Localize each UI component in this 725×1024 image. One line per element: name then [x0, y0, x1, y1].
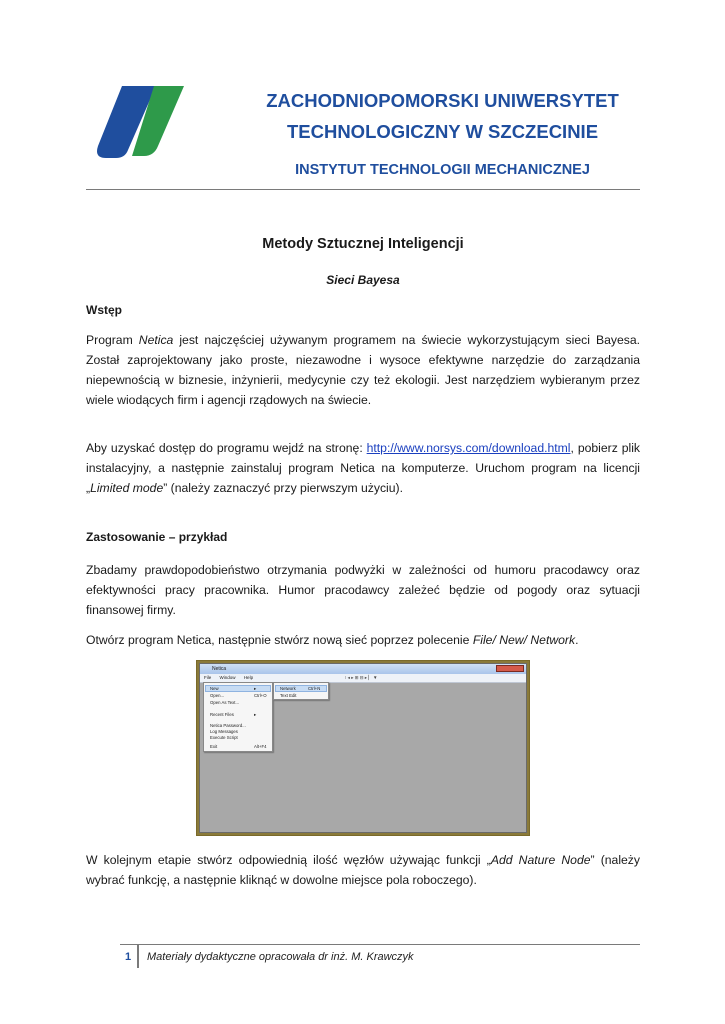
menu-window[interactable]: Window: [219, 675, 236, 680]
menu-help[interactable]: Help: [243, 675, 254, 680]
footer-separator: [137, 944, 139, 968]
example-p3-function: Add Nature Node: [490, 853, 591, 867]
file-menu-recent-arrow: ▸: [254, 712, 257, 717]
example-paragraph-1: Zbadamy prawdopodobieństwo otrzymania podwyżki w zależności od humoru pracodawcy oraz efektywności pracy pracownika. Humor pracodawcy zależeć będzie od pogody oraz sytuacji finansowej firmy.: [86, 563, 640, 617]
file-menu-exit-shortcut: Alt+F4: [254, 744, 267, 749]
file-menu-dropdown: [203, 682, 273, 752]
intro-p1-text: Program: [86, 333, 139, 347]
file-menu-log-messages[interactable]: Log Messages: [210, 729, 238, 734]
document-title: Metody Sztucznej Inteligencji: [262, 236, 464, 252]
example-paragraph-2: [86, 630, 640, 650]
file-menu-new[interactable]: New: [210, 686, 219, 691]
file-menu-recent-files[interactable]: Recent Files: [210, 712, 234, 717]
file-menu-new-arrow: ▸: [254, 686, 257, 691]
intro-p2-text-mid: , pobierz plik instalacyjny, a następnie zainstaluj program Netica na komputerze. Uruchom program na licencji „: [86, 441, 640, 495]
netica-window-title: Netica: [212, 666, 227, 672]
example-p3-text-end: ” (należy wybrać funkcję, a następnie kliknąć w dowolne miejsce pola roboczego).: [86, 853, 640, 887]
netica-toolbar-icons[interactable]: ⁝ ◂ ▸ ⊞ ⊟ ▸ ▏ ▼: [345, 675, 378, 680]
intro-p1-text-rest: jest najczęściej używanym programem na świecie wykorzystującym sieci Bayesa. Został zaprojektowany jako proste, niezawodne i wysoce efektywne narzędzie do zarządzania niepewnością w biznesie, inżynierii, medycynie czy też ekologii. Jest narzędziem wybieranym przez wiele wiodących firm i agencji rządowych na świecie.: [86, 333, 640, 407]
university-name-line2: TECHNOLOGICZNY W SZCZECINIE: [286, 121, 599, 142]
submenu-text-edit[interactable]: Text Edit: [280, 693, 297, 698]
university-name-line1: ZACHODNIOPOMORSKI UNIWERSYTET: [266, 90, 619, 111]
netica-titlebar: [200, 664, 526, 674]
netica-screenshot: [196, 660, 530, 836]
institute-name: INSTYTUT TECHNOLOGII MECHANICZNEJ: [295, 162, 590, 178]
footer-text: Materiały dydaktyczne opracowała dr inż. M. Krawczyk: [147, 951, 414, 963]
example-p2-text: Otwórz program Netica, następnie stwórz nową sieć poprzez polecenie: [86, 633, 473, 647]
file-menu-netica-password[interactable]: Netica Password...: [210, 723, 246, 728]
download-link[interactable]: http://www.norsys.com/download.html: [366, 441, 571, 455]
header-divider: [86, 189, 640, 190]
footer-divider: [120, 944, 640, 945]
file-menu-open-shortcut: Ctrl+O: [254, 693, 267, 698]
file-menu-execute-script[interactable]: Execute Script: [210, 735, 238, 740]
intro-heading: Wstęp: [86, 303, 122, 317]
file-menu-open-as-text[interactable]: Open As Text...: [210, 700, 240, 705]
intro-paragraph-2: [86, 438, 640, 498]
file-menu-open[interactable]: Open...: [210, 693, 225, 698]
document-subtitle: Sieci Bayesa: [326, 273, 400, 287]
university-logo: [92, 86, 184, 160]
menu-file[interactable]: File: [204, 675, 212, 680]
example-heading: Zastosowanie – przykład: [86, 530, 228, 544]
intro-p2-text: Aby uzyskać dostęp do programu wejdź na stronę:: [86, 441, 367, 455]
page-number: 1: [124, 951, 132, 963]
file-menu-exit[interactable]: Exit: [210, 744, 218, 749]
submenu-network[interactable]: Network: [280, 686, 296, 691]
new-submenu: [273, 682, 329, 700]
window-close-icon[interactable]: [496, 665, 524, 672]
example-p3-text: W kolejnym etapie stwórz odpowiednią ilość węzłów używając funkcji „: [86, 853, 491, 867]
intro-p2-text-end: ” (należy zaznaczyć przy pierwszym użyciu).: [163, 481, 403, 495]
intro-p2-limited-mode: Limited mode: [90, 481, 164, 495]
example-p2-command: File/ New/ Network: [472, 633, 576, 647]
submenu-network-shortcut: Ctrl+N: [308, 686, 321, 691]
intro-p1-program-name: Netica: [138, 333, 174, 347]
netica-window: [199, 663, 527, 833]
example-paragraph-3: [86, 850, 640, 890]
example-p2-text-end: .: [575, 633, 579, 647]
intro-paragraph-1: [86, 330, 640, 410]
